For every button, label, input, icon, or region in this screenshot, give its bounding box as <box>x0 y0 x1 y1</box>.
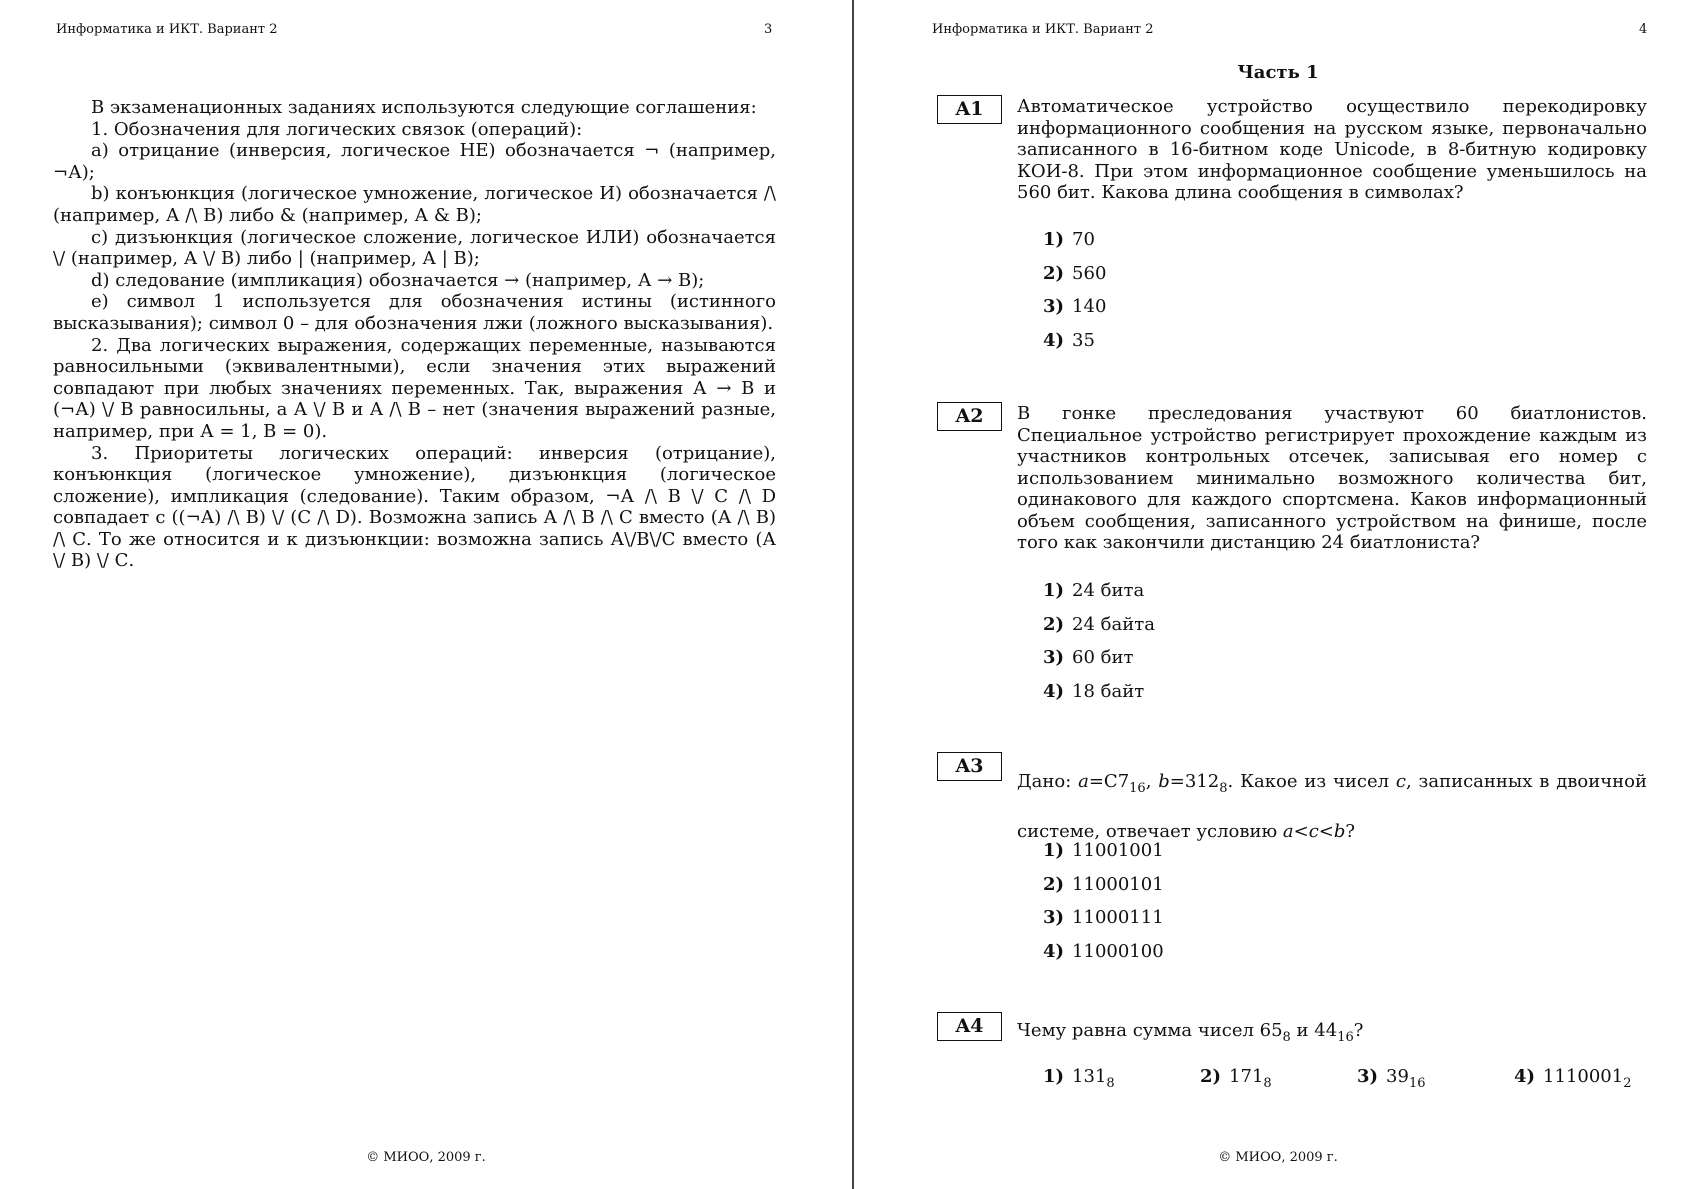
option-text: 1110001 <box>1543 1066 1624 1087</box>
answer-option[interactable] <box>1043 838 1164 872</box>
answer-option[interactable] <box>1043 294 1106 328</box>
option-text: 39 <box>1386 1066 1409 1087</box>
option-number: 4) <box>1043 330 1065 352</box>
option-number: 3) <box>1043 907 1065 929</box>
intro-paragraph: a) отрицание (инверсия, логическое НЕ) обозначается ¬ (например, ¬А); <box>53 140 776 183</box>
part-title: Часть 1 <box>1237 62 1319 83</box>
option-base: 8 <box>1106 1076 1115 1091</box>
answer-option[interactable] <box>1043 679 1155 713</box>
task-label: A3 <box>937 752 1002 781</box>
answer-options <box>1043 578 1155 713</box>
option-text: 35 <box>1072 330 1095 352</box>
task-question-text: В гонке преследования участвуют 60 биатлонистов. Специальное устройство регистрирует прохождение каждым из участников контрольных отсечек, записывая его номер с использованием минимально возможного количества бит, одинакового для каждого спортсмена. Каков информационный объем сообщения, записанного устройством на финише, после того как закончили дистанцию 24 биатлониста? <box>1017 403 1647 553</box>
option-text: 131 <box>1072 1066 1107 1087</box>
task-question-text: Чему равна сумма чисел $65_8$ и $44_{16}$? <box>1017 1020 1364 1045</box>
page-number: 4 <box>1639 22 1648 37</box>
option-base: 8 <box>1263 1076 1272 1091</box>
option-number: 3) <box>1043 647 1065 669</box>
task-question <box>1017 1020 1647 1049</box>
option-text: 60 бит <box>1072 647 1134 669</box>
task-question <box>1017 96 1647 204</box>
option-number: 1) <box>1043 580 1065 601</box>
page-header-title: Информатика и ИКТ. Вариант 2 <box>56 22 278 37</box>
option-text: 18 байт <box>1072 681 1145 703</box>
option-number: 1) <box>1043 229 1065 250</box>
page-footer: © МИОО, 2009 г. <box>366 1150 486 1165</box>
option-number: 2) <box>1043 613 1065 635</box>
intro-paragraph: 1. Обозначения для логических связок (операций): <box>91 118 583 140</box>
conventions-text <box>53 97 776 572</box>
option-text: 171 <box>1229 1066 1264 1087</box>
answer-option[interactable] <box>1043 1064 1200 1098</box>
answer-option[interactable] <box>1043 227 1106 261</box>
answer-option[interactable] <box>1043 328 1106 362</box>
option-text: 24 бита <box>1072 580 1145 601</box>
task-question <box>1017 403 1647 554</box>
page-number: 3 <box>764 22 773 37</box>
option-base: 16 <box>1408 1076 1426 1091</box>
intro-paragraph: c) дизъюнкция (логическое сложение, логическое ИЛИ) обозначается \/ (например, А \/ В) либо | (например, А | В); <box>53 226 776 270</box>
answer-option[interactable] <box>1043 578 1155 612</box>
intro-paragraph: 3. Приоритеты логических операций: инверсия (отрицание), конъюнкция (логическое умножение), дизъюнкция (логическое сложение), импликация (следование). Таким образом, ¬А /\ В \/ С /\ D совпадает с ((¬А) /\ В) \/ (С /\ D). Возможна запись А /\ В /\ С вместо (А /\ В) /\ С. То же относится и к дизъюнкции: возможна запись А\/В\/С вместо (А \/ В) \/ С. <box>53 442 776 572</box>
intro-paragraph: В экзаменационных заданиях используются следующие соглашения: <box>91 97 757 118</box>
page-header-title: Информатика и ИКТ. Вариант 2 <box>932 22 1154 37</box>
answer-option[interactable] <box>1043 612 1155 646</box>
option-text: 560 <box>1072 262 1107 284</box>
option-number: 2) <box>1043 873 1065 895</box>
option-number: 2) <box>1043 262 1065 284</box>
right-page <box>854 0 1702 1189</box>
intro-paragraph: e) символ 1 используется для обозначения истины (истинного высказывания); символ 0 – для обозначения лжи (ложного высказывания). <box>53 291 776 334</box>
answer-option[interactable] <box>1200 1064 1357 1098</box>
option-text: 70 <box>1072 229 1095 250</box>
answer-options <box>1043 1064 1671 1098</box>
option-number: 4) <box>1043 681 1065 703</box>
intro-paragraph: 2. Два логических выражения, содержащих переменные, называются равносильными (эквивалентными), если значения этих выражений совпадают при любых значениях переменных. Так, выражения А → В и (¬А) \/ В равносильны, а А \/ В и А /\ В – нет (значения выражений разные, например, при А = 1, В = 0). <box>53 334 776 442</box>
task-label: A2 <box>937 402 1002 431</box>
option-text: 11001001 <box>1072 840 1164 861</box>
task-label: A4 <box>937 1012 1002 1041</box>
task-label: A1 <box>937 95 1002 124</box>
intro-paragraph: b) конъюнкция (логическое умножение, логическое И) обозначается /\ (например, А /\ В) либо & (например, А & В); <box>53 183 776 226</box>
option-number: 4) <box>1514 1066 1536 1087</box>
option-text: 140 <box>1072 296 1107 318</box>
intro-paragraph: d) следование (импликация) обозначается → (например, А → В); <box>91 269 705 291</box>
answer-option[interactable] <box>1357 1064 1514 1098</box>
option-number: 2) <box>1200 1066 1222 1087</box>
option-base: 2 <box>1623 1076 1632 1091</box>
option-number: 3) <box>1043 296 1065 318</box>
answer-option[interactable] <box>1043 939 1164 973</box>
task-question-text: Автоматическое устройство осуществило перекодировку информационного сообщения на русском языке, первоначально записанного в 16-битном коде Unicode, в 8-битную кодировку КОИ-8. При этом информационное сообщение уменьшилось на 560 бит. Какова длина сообщения в символах? <box>1017 96 1647 203</box>
option-number: 1) <box>1043 1066 1065 1087</box>
answer-option[interactable] <box>1043 261 1106 295</box>
answer-option[interactable] <box>1043 645 1155 679</box>
page-footer: © МИОО, 2009 г. <box>1218 1150 1338 1165</box>
option-text: 11000111 <box>1072 907 1164 929</box>
option-text: 11000101 <box>1072 873 1164 895</box>
task-question-text: Дано: $a=C7_{16}$, $b=312_8$. Какое из чисел c, записанных в двоичной системе, отвечает условию a<c<b? <box>1017 771 1647 842</box>
option-number: 1) <box>1043 840 1065 861</box>
option-number: 4) <box>1043 941 1065 963</box>
answer-options <box>1043 227 1106 362</box>
answer-option[interactable] <box>1514 1064 1671 1098</box>
option-text: 24 байта <box>1072 613 1155 635</box>
answer-options <box>1043 838 1164 973</box>
answer-option[interactable] <box>1043 905 1164 939</box>
option-text: 11000100 <box>1072 941 1164 963</box>
option-number: 3) <box>1357 1066 1379 1087</box>
answer-option[interactable] <box>1043 872 1164 906</box>
